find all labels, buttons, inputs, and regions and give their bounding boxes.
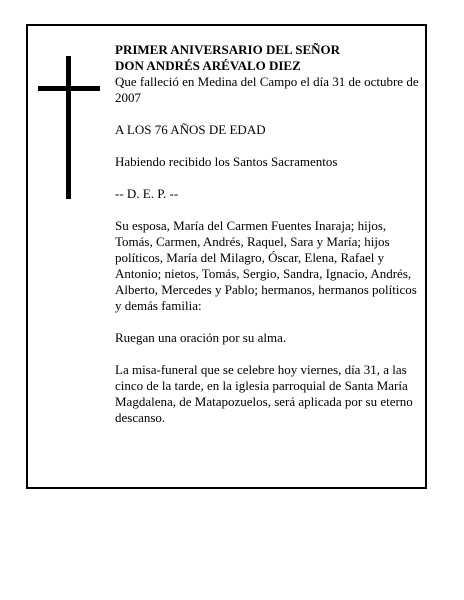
- notice-title-line-1: PRIMER ANIVERSARIO DEL SEÑOR: [115, 42, 341, 57]
- age-line: A LOS 76 AÑOS DE EDAD: [115, 122, 266, 137]
- sacraments-line: Habiendo recibido los Santos Sacramentos: [115, 154, 338, 169]
- mass-paragraph: La misa-funeral que se celebre hoy viernes, día 31, a las cinco de la tarde, en la iglesia parroquial de Santa María Magdalena, de Matapozuelos, será aplicada por su eterno descanso.: [115, 362, 413, 425]
- notice-title-line-2: DON ANDRÉS ARÉVALO DIEZ: [115, 58, 301, 73]
- prayer-line: Ruegan una oración por su alma.: [115, 330, 287, 345]
- family-paragraph: Su esposa, María del Carmen Fuentes Inaraja; hijos, Tomás, Carmen, Andrés, Raquel, Sara y María; hijos políticos, María del Milagro, Óscar, Elena, Rafael y Antonio; nietos, Tomás, Sergio, Sandra, Ignacio, Andrés, Alberto, Mercedes y Pablo; hermanos, hermanos políticos y demás familia:: [115, 218, 417, 313]
- rip-line: -- D. E. P. --: [115, 186, 179, 201]
- cross-icon: [38, 56, 100, 199]
- death-info: Que falleció en Medina del Campo el día 31 de octubre de 2007: [115, 74, 419, 105]
- notice-text: [115, 42, 423, 426]
- cross-horizontal-bar: [38, 86, 100, 91]
- cross-vertical-bar: [66, 56, 71, 199]
- obituary-notice: [26, 24, 427, 489]
